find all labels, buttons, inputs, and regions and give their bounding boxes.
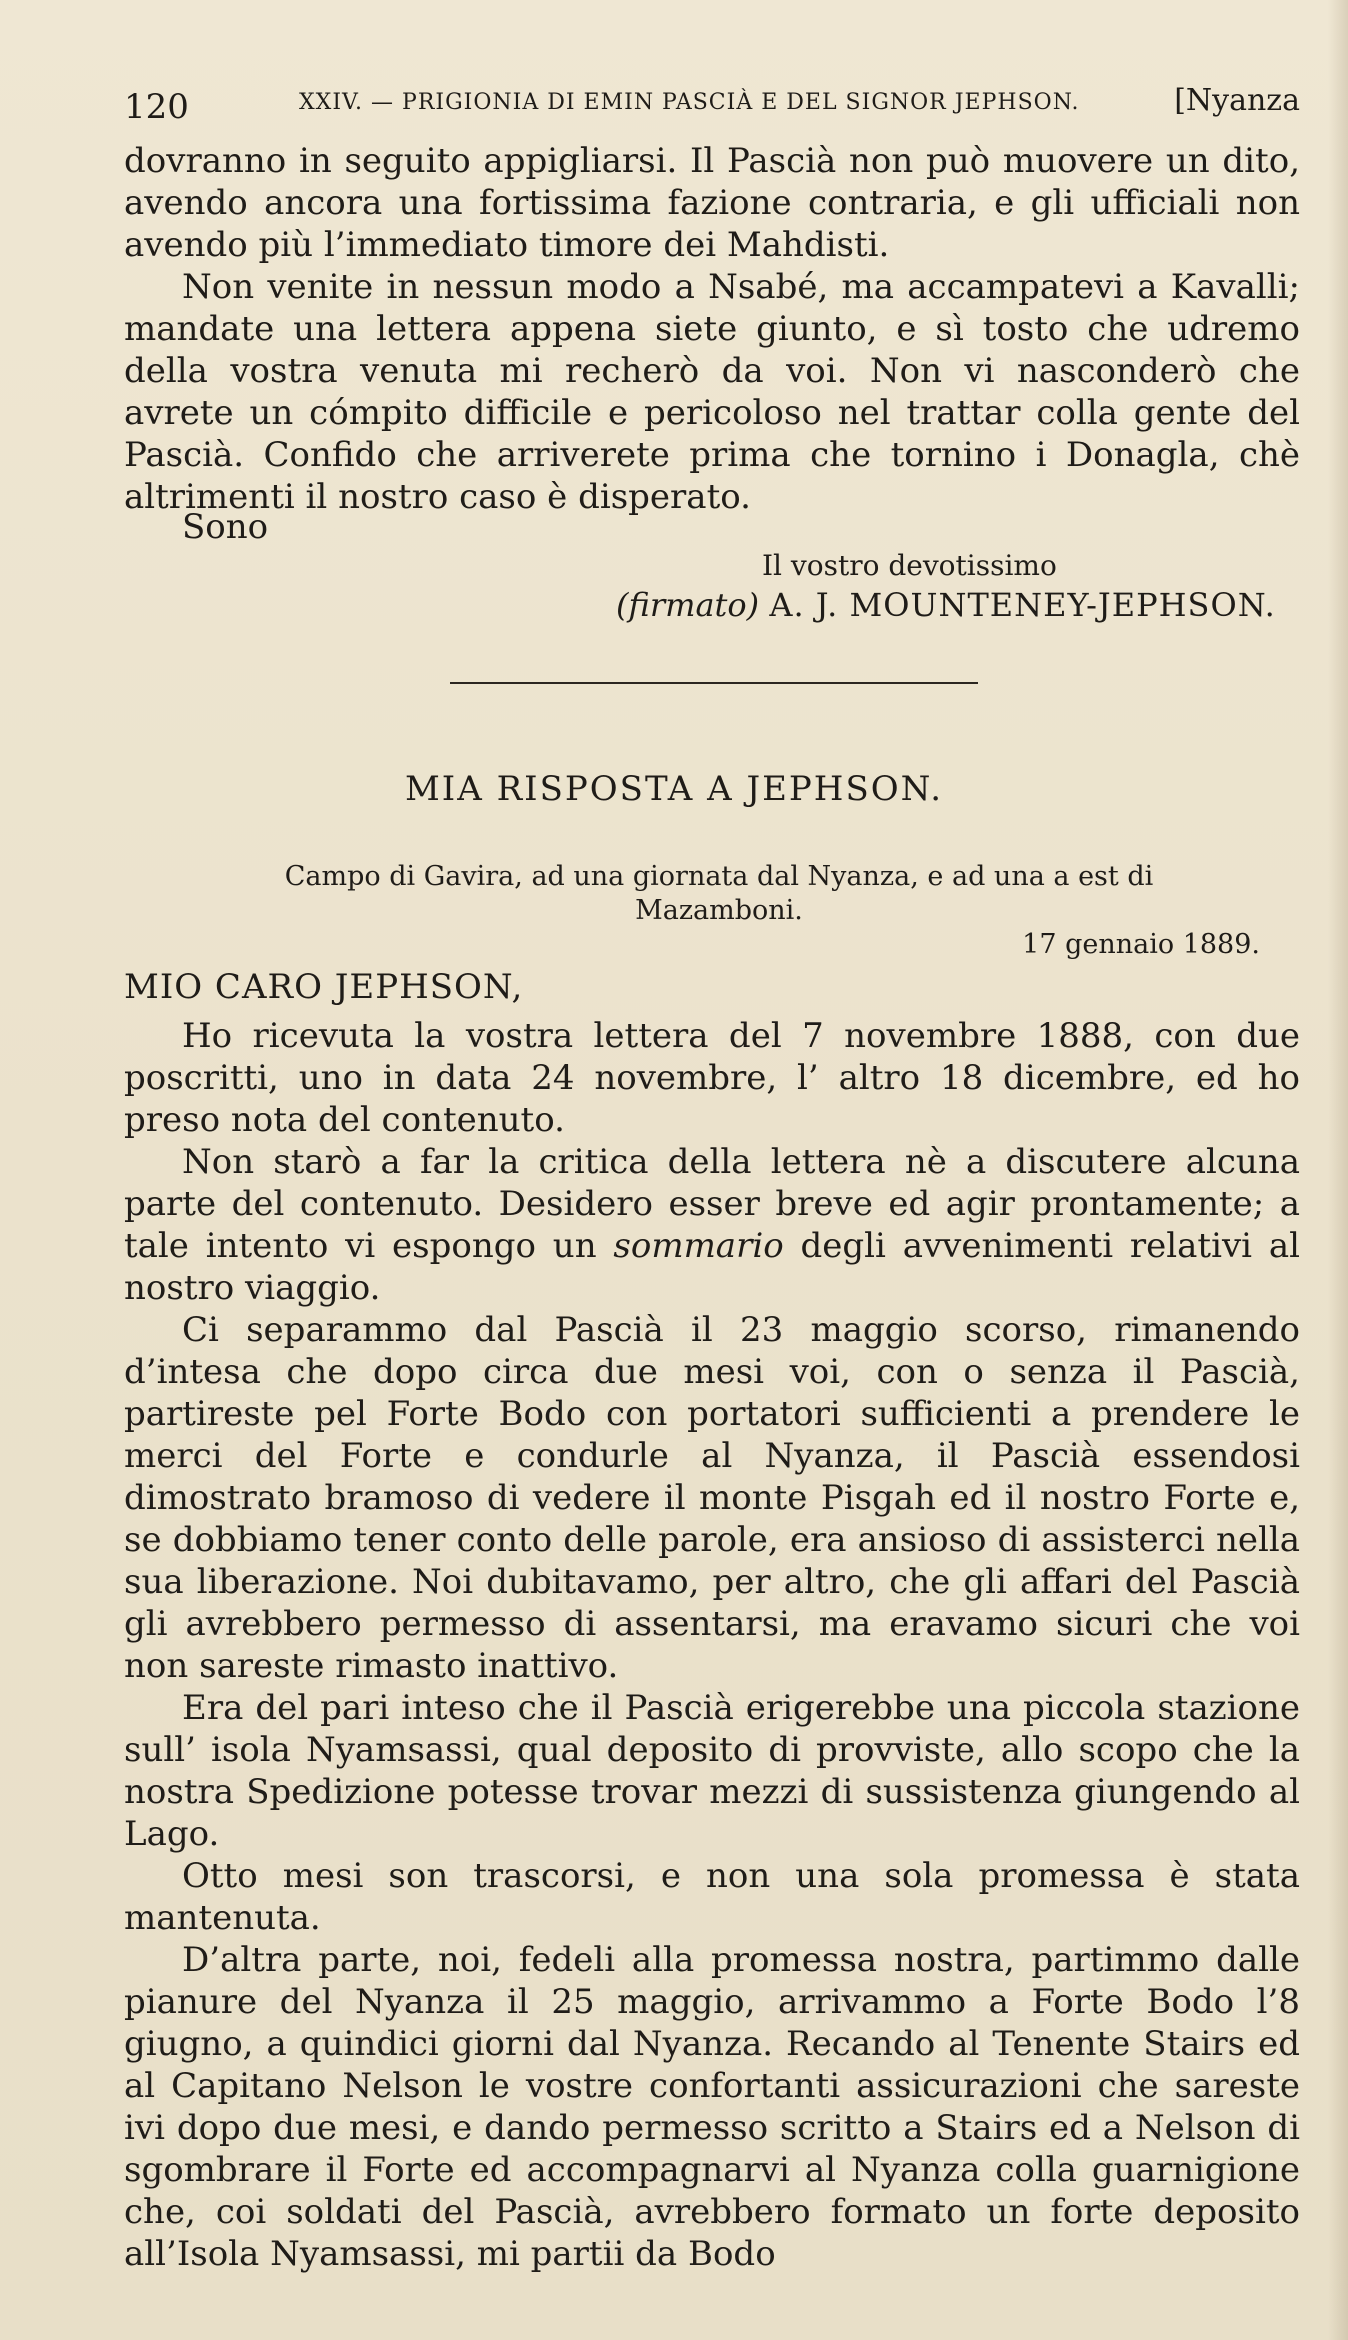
paragraph: dovranno in seguito appigliarsi. Il Pascià non può muovere un dito, avendo ancora una fortissima fazione contraria, e gli ufficiali non avendo più l’immediato timore dei Mahdisti. [124, 141, 1300, 265]
text-run: Non starò a far la critica della lettera nè a discutere alcuna parte del contenuto. Desidero esser breve ed agir prontamente; a tale intento vi espongo un [124, 1142, 1300, 1266]
reply-date: 17 gennaio 1889. [1022, 929, 1260, 960]
reply-title: MIA RISPOSTA A JEPHSON. [404, 769, 944, 809]
section-marker: [Nyanza [1174, 83, 1300, 118]
letter-signature [616, 585, 1276, 625]
reply-place: Campo di Gavira, ad una giornata dal Nyanza, e ad una a est di Mazamboni. [284, 861, 1154, 926]
paragraph: Era del pari inteso che il Pascià erigerebbe una piccola stazione sull’ isola Nyamsassi, qual deposito di provviste, allo scopo che la nostra Spedizione potesse trovar mezzi di sussistenza giungendo al Lago. [124, 1688, 1300, 1854]
page-number: 120 [124, 87, 189, 127]
reply-salutation: MIO CARO JEPHSON, [124, 967, 524, 1007]
letter-body [124, 140, 1300, 518]
paragraph [124, 1141, 1300, 1309]
page-edge-shadow [1328, 0, 1348, 2340]
section-divider [450, 682, 978, 684]
emphasis-text: sommario [613, 1226, 784, 1266]
paragraph: Ci separammo dal Pascià il 23 maggio scorso, rimanendo d’intesa che dopo circa due mesi voi, con o senza il Pascià, partireste pel Forte Bodo con portatori sufficienti a prendere le merci del Forte e condurle al Nyanza, il Pascià essendosi dimostrato bramoso di vedere il monte Pisgah ed il nostro Forte e, se dobbiamo tener conto delle parole, era ansioso di assisterci nella sua liberazione. Noi dubitavamo, per altro, che gli affari del Pascià gli avrebbero permesso di assentarsi, ma eravamo sicuri che voi non sareste rimasto inattivo. [124, 1310, 1300, 1686]
paragraph: Otto mesi son trascorsi, e non una sola promessa è stata mantenuta. [124, 1856, 1300, 1938]
reply-body [124, 1015, 1300, 2275]
letter-closing: Sono [182, 507, 269, 547]
paragraph: D’altra parte, noi, fedeli alla promessa nostra, partimmo dalle pianure del Nyanza il 25 maggio, arrivammo a Forte Bodo l’8 giugno, a quindici giorni dal Nyanza. Recando al Tenente Stairs ed al Capitano Nelson le vostre confortanti assicurazioni che sareste ivi dopo due mesi, e dando permesso scritto a Stairs ed a Nelson di sgombrare il Forte ed accompagnarvi al Nyanza colla guarnigione che, coi soldati del Pascià, avrebbero formato un forte deposito all’Isola Nyamsassi, mi partii da Bodo [124, 1940, 1300, 2274]
signature-name: A. J. MOUNTENEY-JEPHSON. [769, 586, 1276, 624]
letter-valediction: Il vostro devotissimo [762, 549, 1057, 582]
paragraph: Ho ricevuta la vostra lettera del 7 novembre 1888, con due poscritti, uno in data 24 novembre, l’ altro 18 dicembre, ed ho preso nota del contenuto. [124, 1016, 1300, 1140]
chapter-title: XXIV. — PRIGIONIA DI EMIN PASCIÀ E DEL SIGNOR JEPHSON. [299, 90, 1080, 115]
running-header [124, 80, 1300, 126]
text-run: degli avvenimenti relativi al nostro viaggio. [124, 1226, 1300, 1308]
paragraph: Non venite in nessun modo a Nsabé, ma accampatevi a Kavalli; mandate una lettera appena siete giunto, e sì tosto che udremo della vostra venuta mi recherò da voi. Non vi nasconderò che avrete un cómpito difficile e pericoloso nel trattar colla gente del Pascià. Confido che arriverete prima che tornino i Donagla, chè altrimenti il nostro caso è disperato. [124, 267, 1300, 517]
signed-label: (firmato) [616, 586, 760, 624]
